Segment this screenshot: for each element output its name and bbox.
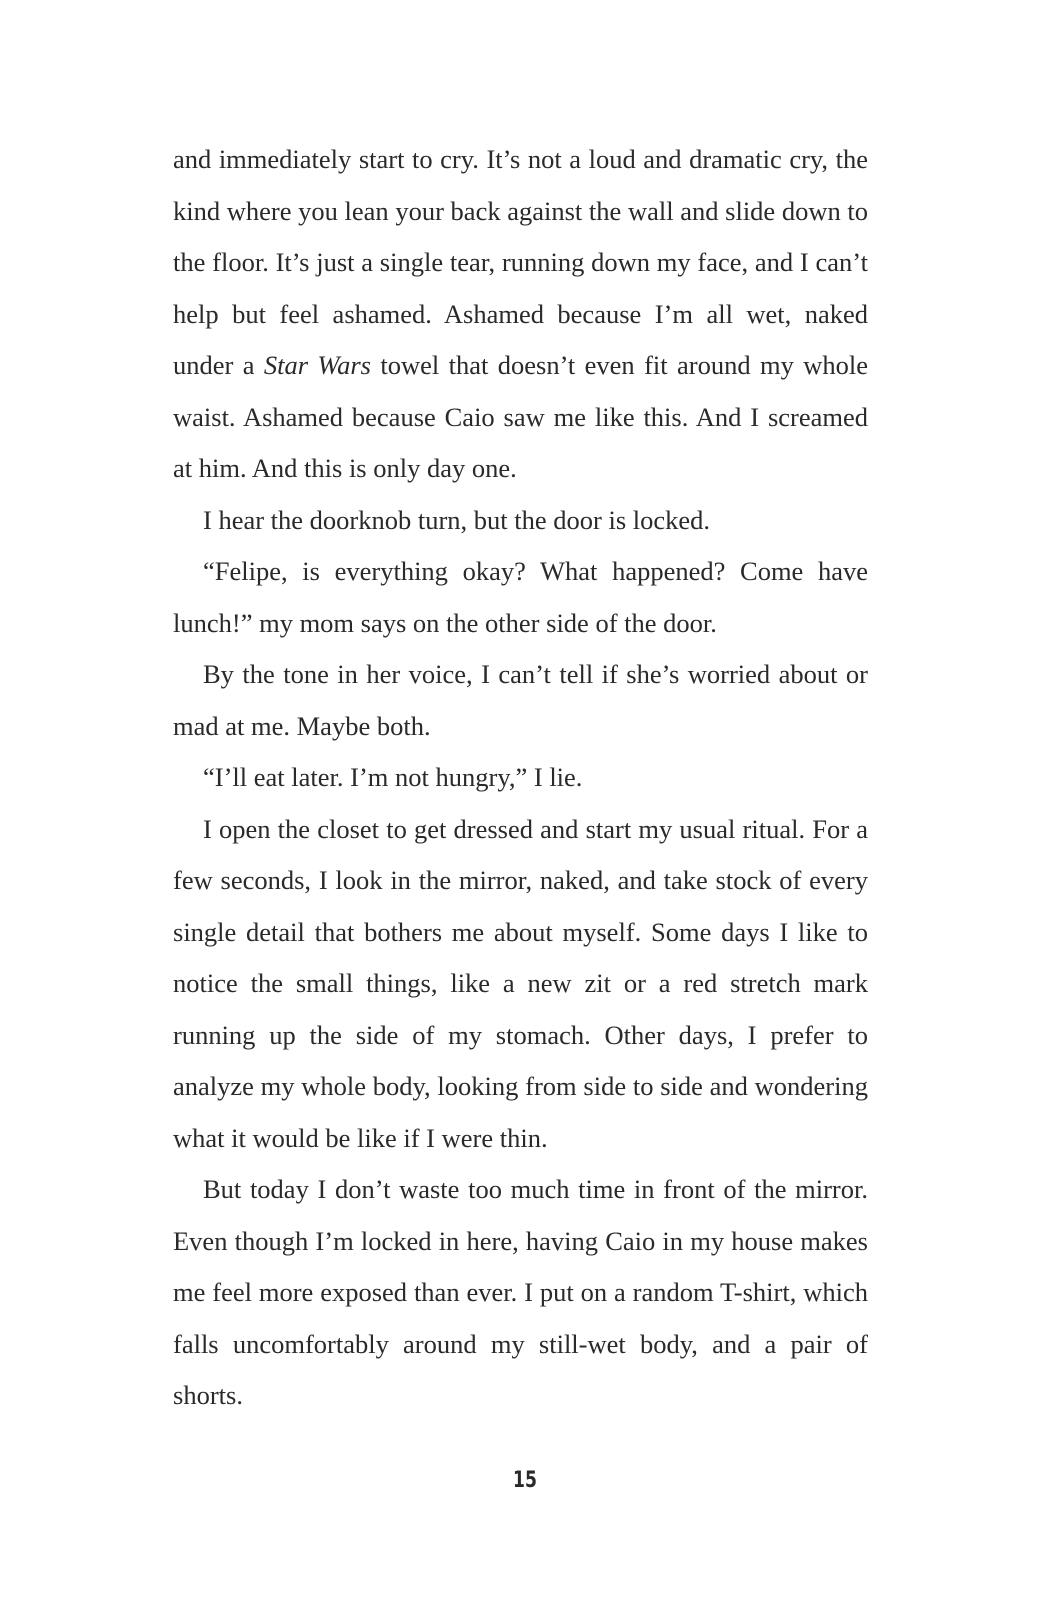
paragraph (173, 134, 868, 495)
paragraph (173, 546, 868, 649)
text-run: and immediately start to cry. It’s not a loud and dramatic cry, the kind where you lean your back against the wall and slide down to the floor. It’s just a single tear, running down my face, and I can’t help but feel ashamed. Ashamed because I’m all wet, naked under a (173, 144, 868, 380)
paragraph (173, 495, 868, 547)
paragraph (173, 1164, 868, 1422)
paragraph (173, 804, 868, 1165)
text-run: towel that doesn’t even fit around my whole waist. Ashamed because Caio saw me like this. And I screamed at him. And this is only day one. (173, 350, 868, 483)
text-run: “Felipe, is everything okay? What happened? Come have lunch!” my mom says on the other side of the door. (173, 556, 868, 638)
text-run: I hear the doorknob turn, but the door is locked. (203, 504, 711, 535)
text-run: But today I don’t waste too much time in front of the mirror. Even though I’m locked in here, having Caio in my house makes me feel more exposed than ever. I put on a random T-shirt, which falls uncomfortably around my still-wet body, and a pair of shorts. (173, 1174, 868, 1410)
paragraph (173, 752, 868, 804)
text-run: “I’ll eat later. I’m not hungry,” I lie. (203, 762, 583, 792)
italic-title: Star Wars (263, 350, 371, 380)
text-run: By the tone in her voice, I can’t tell if she’s worried about or mad at me. Maybe both. (173, 659, 868, 741)
paragraph (173, 649, 868, 752)
page-number: 15 (513, 1468, 537, 1493)
book-page-text (173, 134, 868, 1422)
text-run: I open the closet to get dressed and start my usual ritual. For a few seconds, I look in the mirror, naked, and take stock of every single detail that bothers me about myself. Some days I like to notice the small things, like a new zit or a red stretch mark running up the side of my stomach. Other days, I prefer to analyze my whole body, looking from side to side and wondering what it would be like if I were thin. (173, 813, 868, 1153)
